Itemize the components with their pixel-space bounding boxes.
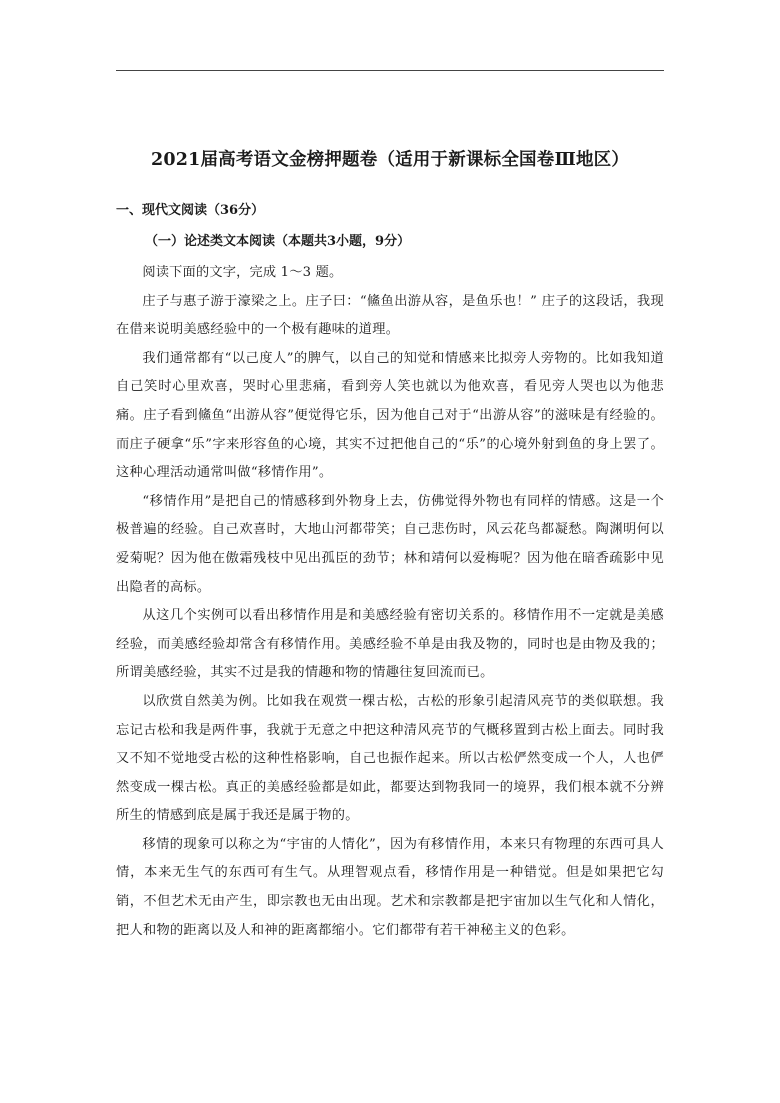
paragraph: “移情作用”是把自己的情感移到外物身上去，仿佛觉得外物也有同样的情感。这是一个极普遍的经验。自己欢喜时，大地山河都带笑；自己悲伤时，风云花鸟都凝愁。陶渊明何以爱菊呢？因为他在傲霜残枝中见出孤臣的劲节；林和靖何以爱梅呢？因为他在暗香疏影中见出隐者的高标。 (116, 493, 664, 595)
paragraph: 我们通常都有“以己度人”的脾气，以自己的知觉和情感来比拟旁人旁物的。比如我知道自己笑时心里欢喜，哭时心里悲痛，看到旁人笑也就以为他欢喜，看见旁人哭也以为他悲痛。庄子看到鯈鱼“出游从容”便觉得它乐，因为他自己对于“出游从容”的滋味是有经验的。而庄子硬拿“乐”字来形容鱼的心境，其实不过把他自己的“乐”的心境外射到鱼的身上罢了。这种心理活动通常叫做“移情作用”。 (116, 350, 664, 481)
subsection-heading: （一）论述类文本阅读（本题共3小题，9分） (145, 234, 411, 249)
reading-passage (116, 259, 664, 945)
paragraph: 庄子与惠子游于濠梁之上。庄子曰：“鯈鱼出游从容，是鱼乐也！” 庄子的这段话，我现在借来说明美感经验中的一个极有趣味的道理。 (116, 293, 664, 338)
section-heading: 一、现代文阅读（36分） (116, 203, 265, 218)
paragraph: 从这几个实例可以看出移情作用是和美感经验有密切关系的。移情作用不一定就是美感经验，而美感经验却常含有移情作用。美感经验不单是由我及物的，同时也是由物及我的；所谓美感经验，其实不过是我的情趣和物的情趣往复回流而已。 (116, 608, 664, 681)
paragraph: 以欣赏自然美为例。比如我在观赏一棵古松，古松的形象引起清风亮节的类似联想。我忘记古松和我是两件事，我就于无意之中把这种清风亮节的气概移置到古松上面去。同时我又不知不觉地受古松的这种性格影响，自己也振作起来。所以古松俨然变成一个人，人也俨然变成一棵古松。真正的美感经验都是如此，都要达到物我同一的境界，我们根本就不分辨所生的情感到底是属于我还是属于物的。 (116, 693, 664, 824)
paragraph: 移情的现象可以称之为“宇宙的人情化”，因为有移情作用，本来只有物理的东西可具人情，本来无生气的东西可有生气。从理智观点看，移情作用是一种错觉。但是如果把它勾销，不但艺术无由产生，即宗教也无由出现。艺术和宗教都是把宇宙加以生气化和人情化，把人和物的距离以及人和神的距离都缩小。它们都带有若干神秘主义的色彩。 (116, 836, 664, 938)
header-rule (116, 70, 664, 71)
instruction-text: 阅读下面的文字，完成 1～3 题。 (142, 265, 343, 280)
document-title: 2021届高考语文金榜押题卷（适用于新课标全国卷Ⅲ地区） (150, 150, 630, 170)
